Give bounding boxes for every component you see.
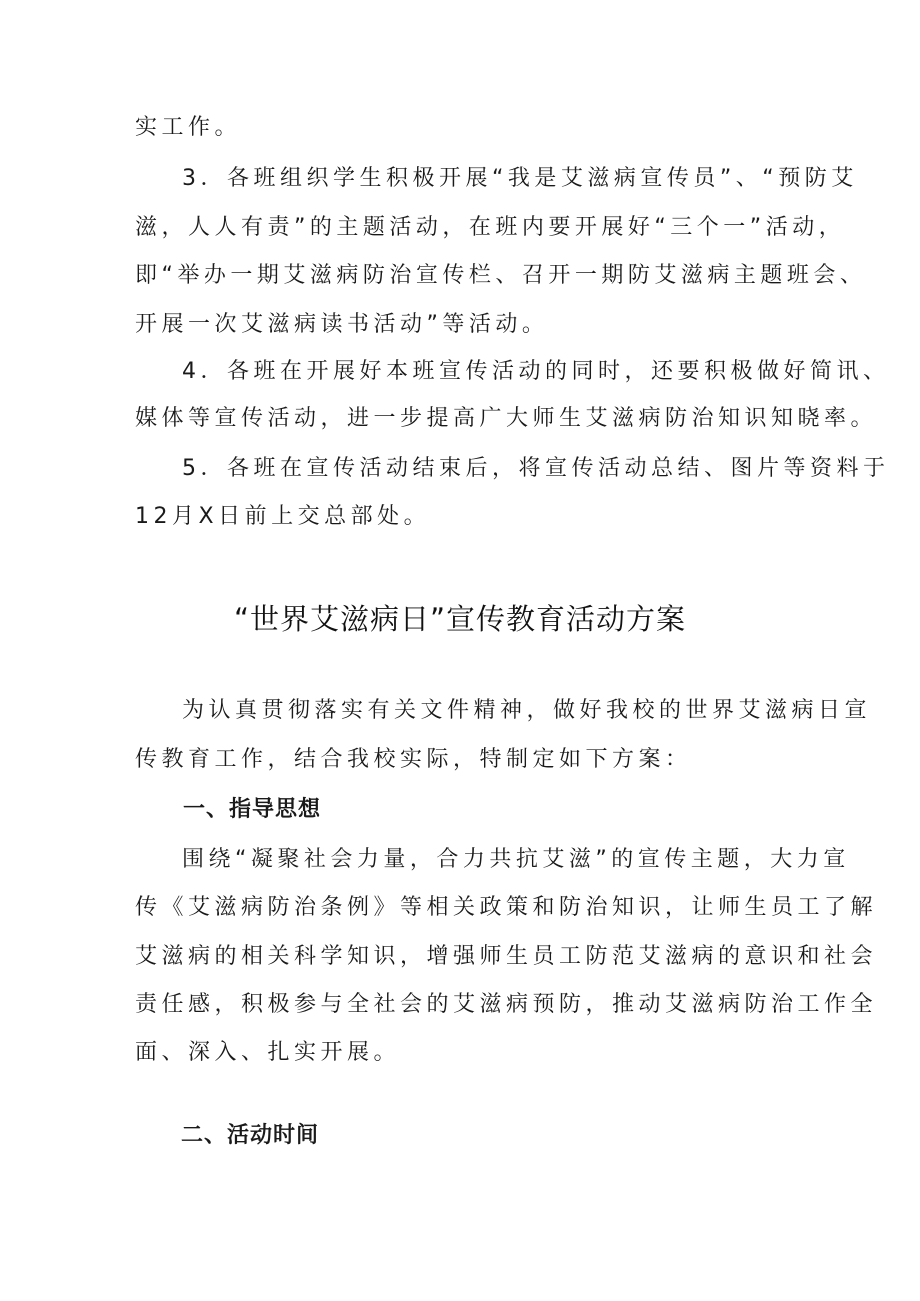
document-title: “世界艾滋病日”宣传教育活动方案	[233, 602, 687, 636]
paragraph-line: 实工作。	[135, 115, 242, 140]
section-line: 责任感，积极参与全社会的艾滋病预防，推动艾滋病防治工作全	[135, 992, 878, 1017]
paragraph-line: 12月X日前上交总部处。	[135, 504, 431, 529]
section-line: 传《艾滋病防治条例》等相关政策和防治知识，让师生员工了解	[135, 895, 878, 920]
section-heading-activity-time: 二、活动时间	[181, 1123, 320, 1148]
section-line: 艾滋病的相关科学知识，增强师生员工防范艾滋病的意识和社会	[135, 944, 878, 969]
paragraph-line: 滋，人人有责”的主题活动，在班内要开展好“三个一”活动，	[135, 215, 846, 240]
paragraph-line: 即“举办一期艾滋病防治宣传栏、召开一期防艾滋病主题班会、	[135, 263, 867, 288]
paragraph-line: 4．各班在开展好本班宣传活动的同时，还要积极做好简讯、	[182, 359, 890, 384]
section-line: 面、深入、扎实开展。	[135, 1040, 401, 1065]
intro-line: 传教育工作，结合我校实际，特制定如下方案：	[135, 747, 692, 772]
paragraph-line: 开展一次艾滋病读书活动”等活动。	[135, 312, 549, 337]
section-line: 围绕“凝聚社会力量，合力共抗艾滋”的宣传主题，大力宣	[182, 847, 850, 872]
intro-line: 为认真贯彻落实有关文件精神，做好我校的世界艾滋病日宣	[182, 698, 872, 723]
paragraph-line: 媒体等宣传活动，进一步提高广大师生艾滋病防治知识知晓率。	[135, 406, 878, 431]
paragraph-line: 3．各班组织学生积极开展“我是艾滋病宣传员”、“预防艾	[182, 166, 858, 191]
paragraph-line: 5．各班在宣传活动结束后，将宣传活动总结、图片等资料于	[182, 456, 890, 481]
section-heading-guiding-ideology: 一、指导思想	[183, 797, 322, 822]
